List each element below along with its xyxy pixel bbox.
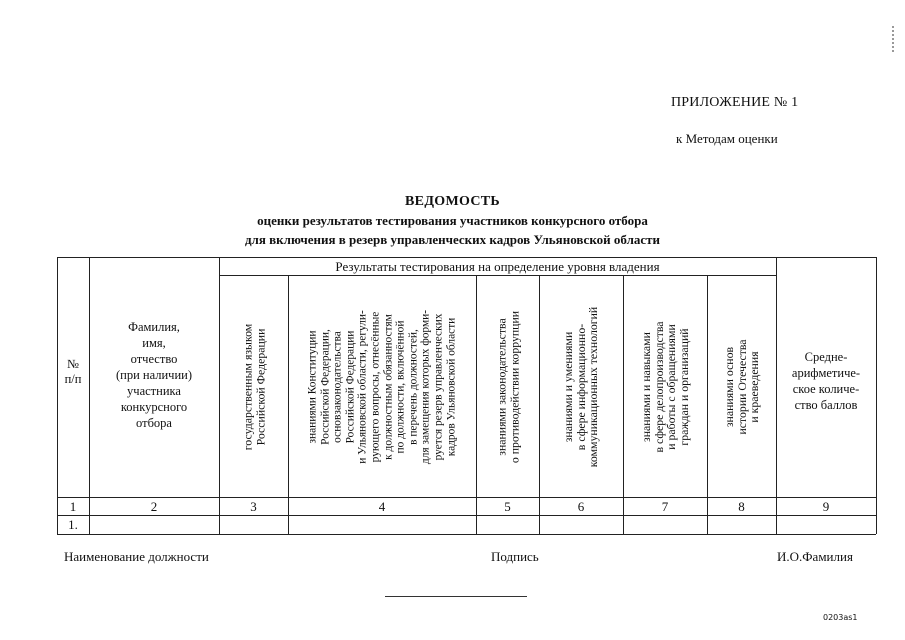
document-subtitle-line2: для включения в резерв управленческих кадров Ульяновской области	[244, 232, 661, 247]
header-constitution-knowledge: знаниями Конституции Российской Федерации, основзаконодательства Российской Федерации и Ульяновской области, регули- рующего вопросы, отнесённые к должностным обязанностям по должности, включённой в перечень должностей, для замещения которых форми- руется резерв управленческих кадров Ульяновской области	[306, 309, 457, 464]
document-code: 0203as1	[823, 613, 858, 622]
appendix-title: ПРИЛОЖЕНИЕ № 1	[671, 95, 799, 110]
column-number-9: 9	[822, 499, 830, 514]
column-number-6: 6	[577, 499, 585, 514]
column-number-8: 8	[738, 499, 745, 514]
column-name-header: Фамилия, имя, отчество (при наличии) участника конкурсного отбора	[115, 320, 193, 430]
header-history: знаниями основ истории Отечества и краеведения	[721, 338, 761, 435]
signature-line	[385, 596, 527, 597]
name-label: И.О.Фамилия	[777, 549, 853, 564]
test-results-group-header: Результаты тестирования на определение уровня владения	[335, 259, 660, 274]
column-number-4: 4	[378, 499, 386, 514]
signature-label: Подпись	[491, 549, 539, 564]
column-number-2: 2	[150, 499, 158, 514]
column-number-5: 5	[504, 499, 511, 514]
column-number-1: 1	[69, 499, 77, 514]
header-anticorruption: знаниями законодательства о противодействии коррупции	[493, 310, 521, 463]
document-subtitle-line1: оценки результатов тестирования участников конкурсного отбора	[257, 213, 648, 228]
header-ict-skills: знаниями и умениями в сфере информационно- коммуникационных технологий	[561, 306, 601, 467]
position-label: Наименование должности	[64, 549, 209, 564]
document-title: ВЕДОМОСТЬ	[405, 194, 500, 209]
header-state-language: государственным языком Российской Федерации	[239, 323, 267, 450]
column-number-7: 7	[661, 499, 669, 514]
header-records-management: знаниями и навыками в сфере делопроизводства и работы с обращениями граждан и организаций	[638, 320, 691, 453]
table-row-number: 1.	[68, 517, 78, 532]
column-average-score-header: Средне- арифметиче- ское количе- ство баллов	[791, 350, 861, 412]
appendix-subtitle: к Методам оценки	[676, 131, 778, 146]
column-number-header: № п/п	[64, 357, 82, 386]
scan-mark	[892, 26, 897, 52]
column-number-3: 3	[250, 499, 257, 514]
